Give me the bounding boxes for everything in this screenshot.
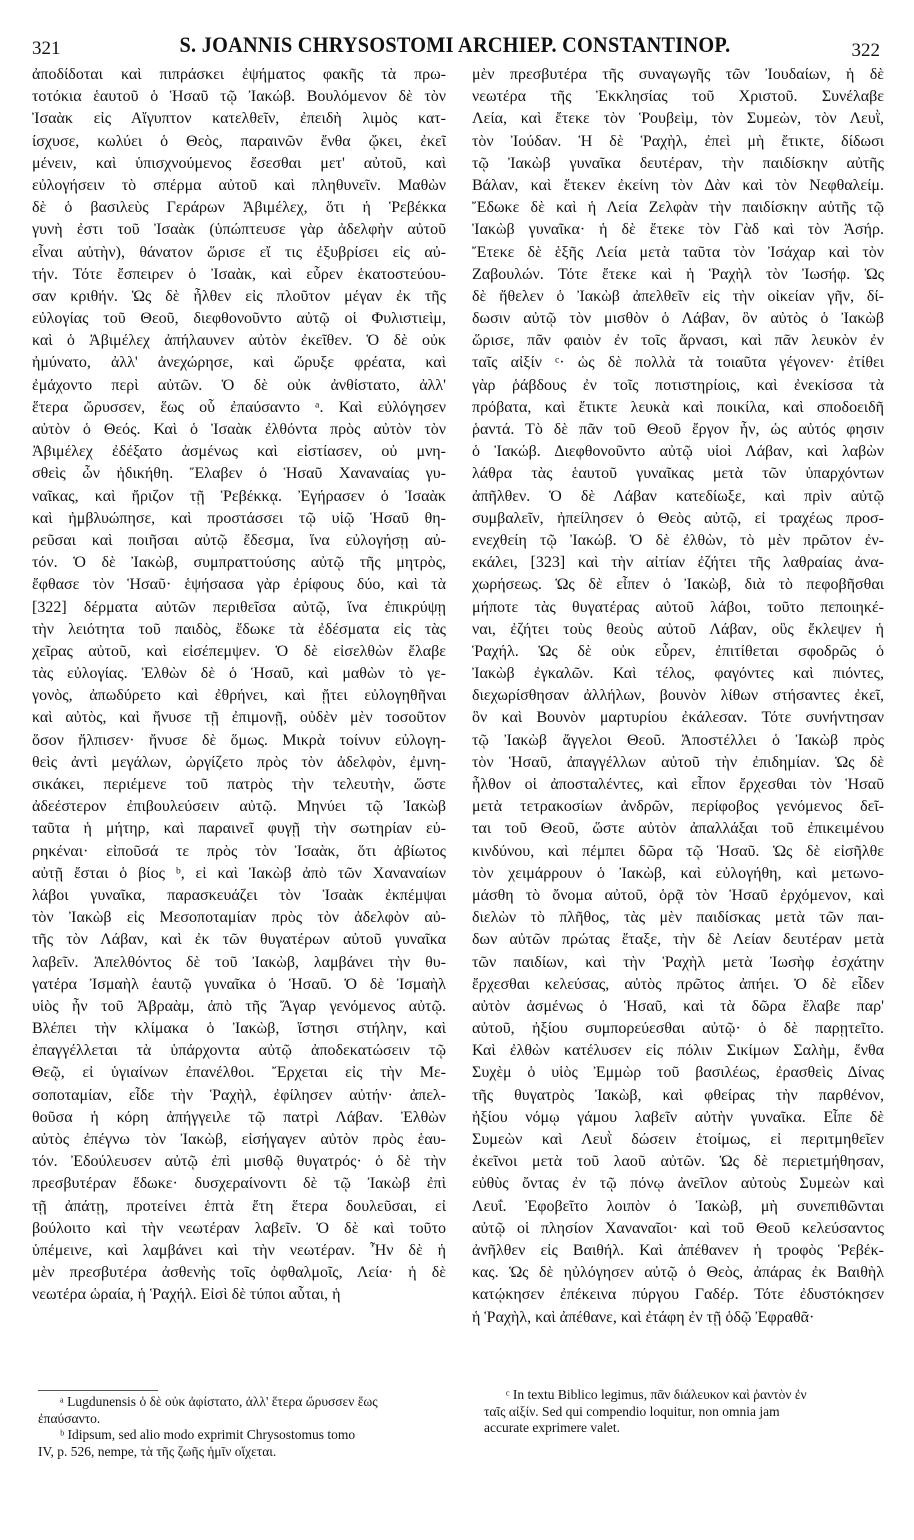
text-line: θεὶς ἀντὶ μεγάλων, ὠργίζετο πρὸς τὸν ἀδελφὸν, ἐμνη- (32, 753, 446, 771)
text-line: δὲ ὁ βασιλεὺς Γεράρων Ἀβιμέλεχ, ὅτι ἡ Ῥεβέκκα (32, 199, 446, 217)
text-line: δων αὐτῶν πρώτας ἔταξε, τὴν δὲ Λείαν δευτέραν μετὰ (472, 931, 884, 949)
text-line: Συμεὼν καὶ Λευῒ δώσειν ἑτοίμως, εἰ περιτμηθεῖεν (472, 1131, 884, 1148)
text-line: καὶ ὁ Ἀβιμέλεχ ἀπήλαυνεν αὐτὸν ἐκεῖθεν. Ὁ δὲ οὐκ (32, 332, 446, 350)
text-line: πρεσβυτέραν ἔδωκε· δυσχεραίνοντι δὲ τῷ Ἰακὼβ ἐπὶ (32, 1175, 446, 1193)
text-line: γονὸς, ἀπωδύρετο καὶ ἐθρήνει, καὶ ᾔτει εὐλογηθῆναι (32, 687, 446, 705)
text-line: ἦλθον οἱ ἀποσταλέντες, καὶ εἶπον ἔρχεσθαι τὸν Ἡσαῦ (472, 776, 884, 793)
text-line: αὐτὸν ὁ Θεός. Καὶ ὁ Ἰσαὰκ ἐλθόντα πρὸς αὐτὸν τὸν (32, 421, 446, 438)
text-line: τὸν Ἰούδαν. Ἡ δὲ Ῥαχὴλ, ἐπεὶ μὴ ἔτικτε, δίδωσι (472, 132, 884, 150)
text-line: τῇ ἀπάτῃ, προτείνει ἑπτὰ ἔτη ἕτερα δουλεῦσαι, εἰ (32, 1197, 446, 1215)
text-line: γυνὴ ἐστι τοῦ Ἰσαὰκ (ὑπώπτευσε γὰρ ἀδελφὴν αὐτοῦ (32, 221, 446, 239)
text-line: θοῦσα ἡ κόρη ἀπήγγειλε τῷ πατρὶ Λάβαν. Ἐλθὼν (32, 1108, 446, 1126)
text-line: μήποτε τὰς θυγατέρας αὐτοῦ λάβοι, τοῦτο πεποιηκέ- (472, 598, 884, 616)
right-text-column (472, 64, 884, 1329)
text-line: νεωτέρα ὡραία, ἡ Ῥαχήλ. Εἰσὶ δὲ τύποι αὗται, ἡ (32, 1286, 341, 1304)
footnote-rule-left (38, 1390, 158, 1391)
footnote-line: ταῖς αἰξίν. Sed qui compendio loquitur, non omnia jam (484, 1403, 780, 1419)
text-line: Ἔδωκε δὲ καὶ ἡ Λεία Ζελφὰν τὴν παιδίσκην αὐτῆς τῷ (472, 199, 884, 217)
text-line: ενεχθείη τῷ Ἰακώβ. Ὁ δὲ ἐλθὼν, τὸ μὲν πρῶτον ἐν- (472, 531, 884, 549)
text-line: εὐλογήσειν τὸ σπέρμα αὐτοῦ καὶ πληθυνεῖν. Μαθὼν (32, 176, 446, 194)
footnotes-right (484, 1387, 884, 1437)
text-line: ναῖκας, καὶ ἤριζον τῇ Ῥεβέκκᾳ. Ἐγήρασεν ὁ Ἰσαὰκ (32, 487, 446, 505)
text-line: ταῖς αἰξίν ᶜ· ὡς δὲ πολλὰ τὰ τοιαῦτα γέγονεν· ἐτίθει (472, 354, 884, 372)
text-line: ἀπῆλθεν. Ὁ δὲ Λάβαν κατεδίωξε, καὶ πρὶν αὐτῷ (472, 487, 884, 505)
text-line: ρεῦσαι καὶ ποιῆσαι αὐτῷ ἔδεσμα, ἵνα εὐλογήσῃ αὐ- (32, 531, 446, 549)
text-line: ῥαντά. Τὸ δὲ πᾶν τοῦ Θεοῦ ἔργον ἦν, ὡς αὐτός φησιν (472, 421, 884, 438)
text-line: κατῴκησεν ἐπέκεινα πύργου Γαδέρ. Τότε ἐδυστόκησεν (472, 1286, 884, 1304)
text-line: ἠξίου νόμῳ γάμου λαβεῖν αὐτὴν γυναῖκα. Εἶπε δὲ (472, 1108, 884, 1126)
text-line: εἶναι αὐτὴν), θάνατον ὥρισε εἴ τις ἐξυβρίσει εἰς αὐ- (32, 243, 446, 261)
text-line: ρηκέναι· εἰποῦσά τε πρὸς τὸν Ἰσαὰκ, ὅτι ἀβίωτος (32, 842, 446, 860)
text-line: ἡ Ῥαχὴλ, καὶ ἀπέθανε, καὶ ἐτάφη ἐν τῇ ὁδῷ Ἐφραθᾶ· (472, 1308, 815, 1326)
text-line: Ἀβιμέλεχ ἐδέξατο ἀσμένως καὶ εἰστίασεν, οὐ μνη- (32, 443, 446, 461)
text-line: λάβοι γυναῖκα, παρασκευάζει τὸν Ἰσαὰκ ἐκπέμψαι (32, 886, 446, 904)
text-line: τὰς εὐλογίας. Ἐλθὼν δὲ ὁ Ἡσαῦ, καὶ μαθὼν τὸ γε- (32, 665, 446, 683)
text-line: εὐθὺς ὄντας ἐν τῷ πόνῳ ἀνεῖλον αὐτοὺς Συμεὼν καὶ (472, 1175, 884, 1193)
footnote-line: ᵇ Idipsum, sed alio modo exprimit Chrysostomus tomo (60, 1427, 356, 1442)
text-line: ὃν καὶ Βουνὸν μαρτυρίου ἐκάλεσαν. Τότε συνήντησαν (472, 709, 884, 727)
text-line: εὐλογίας τοῦ Θεοῦ, διεφθονοῦντο αὐτῷ οἱ Φυλιστιεὶμ, (32, 310, 446, 328)
footnote-line: accurate exprimere valet. (484, 1420, 621, 1435)
footnote-line: ᵃ Lugdunensis ὁ δὲ οὐκ ἀφίστατο, ἀλλ' ἕτερα ὤρυσσεν ἕως (60, 1394, 378, 1409)
text-line: τήν. Τότε ἔσπειρεν ὁ Ἰσαὰκ, καὶ εὗρεν ἑκατοστεύου- (32, 265, 446, 283)
text-line: τῷ Ἰακὼβ ἄγγελοι Θεοῦ. Ἀποστέλλει ὁ Ἰακὼβ πρὸς (472, 731, 884, 749)
text-line: ἐκεῖνοι μετὰ τοῦ λαοῦ αὐτῶν. Ὡς δὲ περιετμήθησαν, (472, 1153, 884, 1171)
text-line: μὲν πρεσβυτέρα ἀσθενὴς τοῖς ὀφθαλμοῖς, Λεία· ἡ δὲ (32, 1264, 446, 1282)
text-line: τὸν Ἡσαῦ, ἀπαγγέλλων αὐτοῦ τὴν ἐπιδημίαν. Ὡς δὲ (472, 753, 884, 771)
text-line: Ἰσαὰκ εἰς Αἴγυπτον κατελθεῖν, ἐπειδὴ λιμὸς κατ- (32, 110, 446, 128)
text-line: Καὶ ἐλθὼν κατέλυσεν εἰς πόλιν Σικίμων Σαλὴμ, ἔνθα (472, 1042, 884, 1060)
text-line: μένειν, καὶ ὑπισχνούμενος ἔσεσθαι μετ' αὐτοῦ, καὶ (32, 154, 446, 172)
text-line: αὐτῇ ἔσται ὁ βίος ᵇ, εἰ καὶ Ἰακὼβ ἀπὸ τῶν Χαναναίων (32, 864, 446, 882)
text-line: Βάλαν, καὶ ἔτεκεν ἐκείνη τὸν Δὰν καὶ τὸν Νεφθαλείμ. (472, 176, 884, 194)
text-line: τοτόκια ἑαυτοῦ ὁ Ἡσαῦ τῷ Ἰακώβ. Βουλόμενον δὲ τὸν (32, 88, 446, 106)
text-line: δωσιν αὐτῷ τὸν μισθὸν ὁ Λάβαν, ὃν αὐτὸς ὁ Ἰακὼβ (472, 310, 884, 328)
text-line: τὸν Ἰακὼβ εἰς Μεσοποταμίαν πρὸς τὸν ἀδελφὸν αὐ- (32, 909, 446, 927)
text-line: Ζαβουλών. Τότε ἔτεκε καὶ ἡ Ῥαχὴλ τὸν Ἰωσήφ. Ὡς (472, 265, 884, 283)
text-line: τῷ Ἰακὼβ γυναῖκα δευτέραν, τὴν παιδίσκην αὐτῆς (472, 154, 884, 172)
text-line: Λευΐ. Ἐφοβεῖτο λοιπὸν ὁ Ἰακὼβ, μὴ συνεπιθῶνται (472, 1197, 884, 1215)
text-line: ταῦτα ἡ μήτηρ, καὶ παραινεῖ φυγῇ τὴν σωτηρίαν εὑ- (32, 820, 446, 838)
text-line: βούλοιτο καὶ τὴν νεωτέραν λαβεῖν. Ὁ δὲ καὶ τοῦτο (32, 1219, 446, 1237)
text-line: σθεὶς ὧν ἠδικήθη. Ἔλαβεν ὁ Ἡσαῦ Χαναναίας γυ- (32, 465, 446, 483)
footnote-line: ἐπαύσαντο. (38, 1410, 101, 1426)
text-line: κας. Ὡς δὲ ηὐλόγησεν αὐτῷ ὁ Θεὸς, ἀπάρας ἐκ Βαιθὴλ (472, 1264, 884, 1282)
text-line: αὐτὸς ἐπέγνω τὸν Ἰακὼβ, εἰσήγαγεν αὐτὸν πρὸς ἑαυ- (32, 1131, 446, 1148)
text-line: τόν. Ὁ δὲ Ἰακὼβ, συμπραττούσης αὐτῷ τῆς μητρὸς, (32, 554, 446, 572)
text-line: καὶ αὐτὸς, καὶ ἤνυσε τῇ ἐπιμονῇ, οὐδὲν μὲν τοσοῦτον (32, 709, 446, 727)
text-line: Ἔτεκε δὲ ἑξῆς Λεία μετὰ ταῦτα τὸν Ἰσάχαρ καὶ τὸν (472, 243, 884, 261)
text-line: ἠμύνατο, ἀλλ' ἀνεχώρησε, καὶ ὤρυξε φρέατα, καὶ (32, 354, 446, 372)
text-line: ἐμάχοντο περὶ αὐτῶν. Ὁ δὲ οὐκ ἀνθίστατο, ἀλλ' (32, 376, 446, 394)
text-line: συμβαλεῖν, ἠπείλησεν ὁ Θεὸς αὐτῷ, εἰ τραχέως προσ- (472, 509, 884, 527)
text-line: πρόβατα, καὶ ἔτικτε λευκὰ καὶ ποικίλα, καὶ σποδοειδῆ (472, 398, 884, 416)
text-line: μετὰ τετρακοσίων ἀνδρῶν, περίφοβος γενόμενος δεῖ- (472, 798, 884, 816)
text-line: διελὼν τὸ πλῆθος, τὰς μὲν παιδίσκας μετὰ τῶν παι- (472, 909, 884, 927)
text-line: ὁ Ἰακώβ. Διεφθονοῦντο αὐτῷ υἱοὶ Λάβαν, καὶ λαβὼν (472, 443, 884, 461)
running-title: S. JOANNIS CHRYSOSTOMI ARCHIEP. CONSTANTINOP. (179, 32, 731, 57)
text-line: τὸν χειμάρρουν ὁ Ἰακὼβ, καὶ εὐλογήθη, καὶ μετωνο- (472, 864, 884, 882)
text-line: ἀνῆλθεν εἰς Βαιθήλ. Καὶ ἀπέθανεν ἡ τροφὸς Ῥεβέκ- (472, 1241, 884, 1259)
text-line: χεῖρας αὐτοῦ, καὶ εἰσέπεμψεν. Ὁ δὲ εἰσελθὼν ἔλαβε (32, 642, 446, 660)
text-line: νεωτέρα τῆς Ἐκκλησίας τοῦ Χριστοῦ. Συνέλαβε (472, 88, 884, 106)
left-text-column (32, 64, 446, 1307)
page-number-right: 322 (851, 40, 880, 61)
text-line: ἐπαγγέλλεται τὰ ὑπάρχοντα αὐτῷ ἀποδεκατώσειν τῷ (32, 1042, 446, 1060)
text-line: αὐτῷ οἱ πλησίον Χαναναῖοι· καὶ τοῦ Θεοῦ κελεύσαντος (472, 1219, 884, 1237)
text-line: ὅσον ἤλπισεν· ἤνυσε δὲ ὅμως. Μικρὰ τοίνυν εὐλογη- (32, 731, 446, 749)
text-line: μάσθη τὸ ὄνομα αὐτοῦ, ὁρᾷ τὸν Ἡσαῦ ἐρχόμενον, καὶ (472, 886, 884, 904)
text-line: δὲ ἤθελεν ὁ Ἰακὼβ ἀπελθεῖν εἰς τὴν οἰκείαν γῆν, δί- (472, 287, 884, 305)
text-line: ἔφθασε τὸν Ἡσαῦ· ἑψήσασα γὰρ ἐρίφους δύο, καὶ τὰ (32, 576, 446, 594)
running-header (30, 32, 880, 62)
text-line: λάθρα τὰς ἑαυτοῦ γυναῖκας μετὰ τῶν ὑπαρχόντων (472, 465, 884, 483)
text-line: τὴν λειότητα τοῦ παιδὸς, ἔδωκε τὰ ἐδέσματα εἰς τὰς (32, 620, 446, 638)
footnotes-left (38, 1394, 448, 1460)
text-line: ἀδεέστερον ἐπιβουλεύσειν αὐτῷ. Μηνύει τῷ Ἰακὼβ (32, 798, 446, 816)
text-line: σικάκει, περιέμενε τοῦ πατρὸς τὴν τελευτὴν, ὥστε (32, 776, 446, 793)
footnote-line: IV, p. 526, nempe, τὰ τῆς ζωῆς ἡμῖν οἴχεται. (38, 1443, 277, 1459)
text-line: ὥρισε, πᾶν φαιὸν ἐν τοῖς ἄρνασι, καὶ πᾶν λευκὸν ἐν (472, 332, 884, 350)
text-line: υἱὸς ἦν τοῦ Ἀβραὰμ, ἀπὸ τῆς Ἄγαρ γενόμενος αὐτῷ. (32, 997, 446, 1015)
text-line: τῶν παιδίων, καὶ τὴν Ῥαχὴλ μετὰ Ἰωσὴφ ἐσχάτην (472, 953, 884, 971)
text-line: σοποταμίαν, εἶδε τὴν Ῥαχὴλ, ἐφίλησεν αὐτήν· ἀπελ- (32, 1086, 446, 1104)
text-line: Ἰακὼβ γυναῖκα· ἡ δὲ ἔτεκε τὸν Γὰδ καὶ τὸν Ἀσήρ. (472, 221, 884, 239)
text-line: χωρήσεως. Ὡς δὲ εἶπεν ὁ Ἰακὼβ, διὰ τὸ πεφοβῆσθαι (472, 576, 884, 594)
text-line: αὐτὸν ἀσμένως ὁ Ἡσαῦ, καὶ τὰ δῶρα ἔλαβε παρ' (472, 997, 884, 1015)
text-line: ίσχυσε, κωλύει ὁ Θεὸς, παραινῶν ἔνθα ᾤκει, ἐκεῖ (32, 132, 446, 150)
text-line: ναι, ἐζήτει τοὺς θεοὺς αὐτοῦ Λάβαν, οὓς ἔκλεψεν ἡ (472, 620, 884, 638)
text-line: αὐτοῦ, ἠξίου συμπορεύεσθαι αὐτῷ· ὁ δὲ παρῃτεῖτο. (472, 1020, 884, 1038)
text-line: τῆς θυγατρὸς Ἰακὼβ, καὶ φθείρας τὴν παρθένον, (472, 1086, 884, 1104)
text-line: Βλέπει τὴν κλίμακα ὁ Ἰακὼβ, ἵστησι στήλην, καὶ (32, 1020, 446, 1038)
text-line: Θεῷ, εἰ ὑγιαίνων ἐπανέλθοι. Ἔρχεται εἰς τὴν Με- (32, 1064, 446, 1082)
text-line: Ἰακὼβ ἐγκαλῶν. Καὶ τέλος, φαγόντες καὶ πιόντες, (472, 665, 884, 683)
text-line: [322] δέρματα αὐτῶν περιθεῖσα αὐτῷ, ἵνα ἐπικρύψῃ (32, 598, 446, 616)
text-line: γὰρ ῥάβδους ἐν τοῖς ποτιστηρίοις, καὶ ἐνεκίσσα τὰ (472, 376, 884, 394)
text-line: Ῥαχήλ. Ὡς δὲ οὐκ εὗρεν, ἐπιτίθεται σφοδρῶς ὁ (472, 642, 884, 660)
footnote-line: ᶜ In textu Biblico legimus, πᾶν διάλευκον καὶ ῥαντὸν ἐν (506, 1387, 807, 1402)
text-line: διεχωρίσθησαν ἀλλήλων, βουνὸν λίθων στήσαντες ἐκεῖ, (472, 687, 884, 705)
text-line: Λεία, καὶ ἔτεκε τὸν Ῥουβεὶμ, τὸν Συμεὼν, τὸν Λευῒ, (472, 110, 884, 128)
text-line: μὲν πρεσβυτέρα τῆς συναγωγῆς τῶν Ἰουδαίων, ἡ δὲ (472, 66, 884, 83)
text-line: ἕτερα ὤρυσσεν, ἕως οὗ ἐπαύσαντο ᵃ. Καὶ εὐλόγησεν (32, 398, 446, 416)
text-line: Συχὲμ ὁ υἱὸς Ἐμμὼρ τοῦ βασιλέως, ἐρασθεὶς Δίνας (472, 1064, 884, 1082)
text-line: ται τοῦ Θεοῦ, ὥστε αὐτὸν ἀπαλλάξαι τοῦ ἐπικειμένου (472, 820, 884, 838)
text-line: εκάλει, [323] καὶ τὴν αἰτίαν ἐζήτει τῆς λαθραίας ἀνα- (472, 554, 884, 572)
page-number-left: 321 (32, 38, 61, 59)
text-line: καὶ ἠμβλυώπησε, καὶ προστάσσει τῷ υἱῷ Ἡσαῦ θη- (32, 509, 446, 527)
text-line: ἔρχεσθαι κελεύσας, αὐτὸς πρῶτος ἀπήει. Ὁ δὲ εἶδεν (472, 975, 884, 993)
text-line: ὑπέμεινε, καὶ λαμβάνει καὶ τὴν νεωτέραν. Ἦν δὲ ἡ (32, 1241, 446, 1259)
text-line: γατέρα Ἰσμαὴλ ἑαυτῷ γυναῖκα ὁ Ἡσαῦ. Ὁ δὲ Ἰσμαὴλ (32, 975, 446, 993)
text-line: ἀποδίδοται καὶ πιπράσκει ἐψήματος φακῆς τὰ πρω- (32, 66, 446, 83)
text-line: τῆς τὸν Λάβαν, καὶ ἐκ τῶν θυγατέρων αὐτοῦ γυναῖκα (32, 931, 446, 949)
text-line: λαβεῖν. Ἀπελθόντος δὲ τοῦ Ἰακὼβ, λαμβάνει τὴν θυ- (32, 953, 446, 971)
text-line: κινδύνου, καὶ πέμπει δῶρα τῷ Ἡσαῦ. Ὡς δὲ εἰσῆλθε (472, 842, 884, 860)
text-line: τόν. Ἐδούλευσεν αὐτῷ ἐπὶ μισθῷ θυγατρός· ὁ δὲ τὴν (32, 1153, 446, 1171)
text-line: σαν κριθήν. Ὡς δὲ ἦλθεν εἰς πλοῦτον μέγαν ἐκ τῆς (32, 287, 446, 305)
